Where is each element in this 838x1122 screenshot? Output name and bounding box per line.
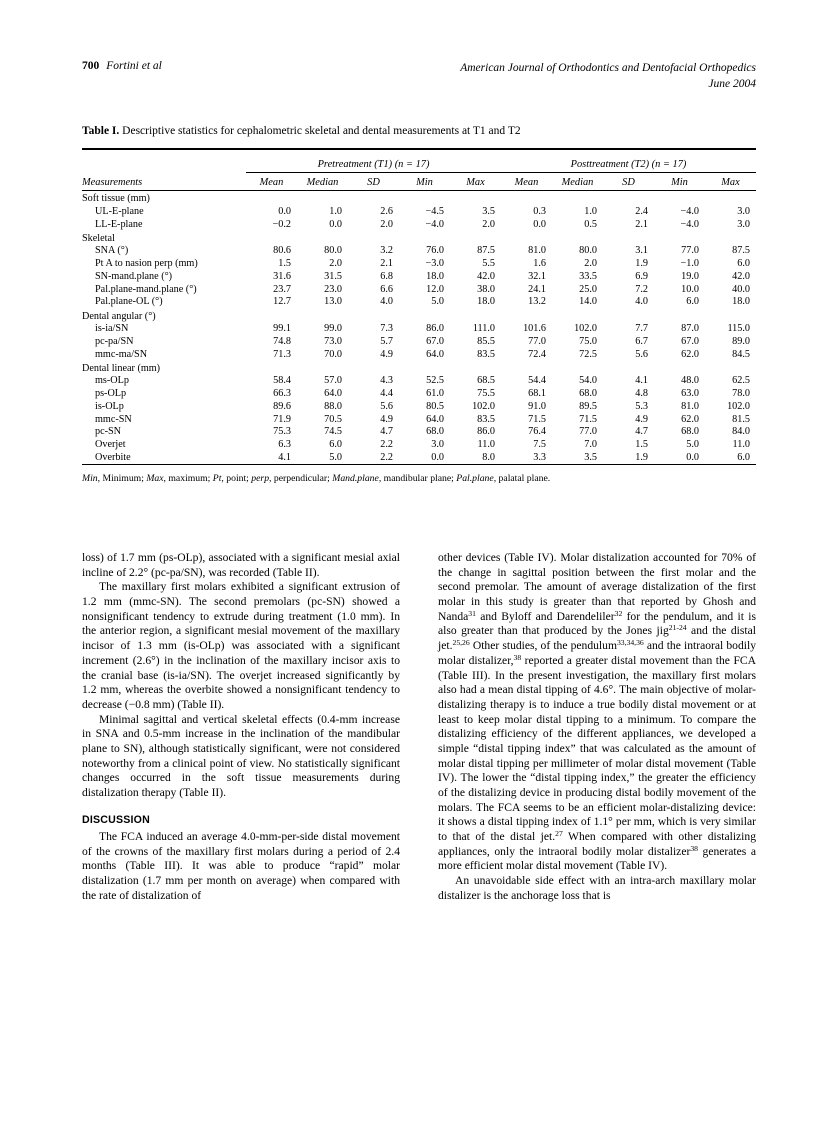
- table-cell-t2: 3.0: [737, 205, 750, 217]
- column-header-sd-t1: SD: [367, 177, 380, 188]
- table-row: [82, 348, 756, 361]
- table-cell-t1: 6.8: [380, 270, 393, 282]
- column-header-min-t2: Min: [671, 177, 688, 188]
- table-group-header-row: [82, 153, 756, 173]
- table-cell-t2: 89.5: [579, 400, 597, 412]
- footnote-text: , mandibular plane;: [378, 473, 457, 484]
- table-cell-t2: 13.2: [528, 296, 546, 308]
- table-cell-t2: 4.7: [635, 426, 648, 438]
- table-cell-t1: 2.0: [329, 258, 342, 270]
- table-row: [82, 295, 756, 308]
- body-column-left: [82, 551, 400, 904]
- table-cell-t1: 70.5: [324, 413, 342, 425]
- table-cell-t1: 83.5: [477, 348, 495, 360]
- table-caption: [82, 124, 756, 139]
- table-cell-t2: 2.4: [635, 205, 648, 217]
- table-cell-t1: 2.6: [380, 205, 393, 217]
- table-cell-t2: 71.5: [528, 413, 546, 425]
- table-cell-t2: −1.0: [680, 258, 699, 270]
- table-cell-t1: 85.5: [477, 335, 495, 347]
- table-cell-t2: 62.0: [681, 348, 699, 360]
- running-head-right: [460, 60, 756, 93]
- table-cell-t2: 0.0: [686, 451, 699, 463]
- reference-superscript: 38: [690, 843, 698, 853]
- table-row: [82, 335, 756, 348]
- table-row-label: ps-OLp: [95, 388, 127, 400]
- table-cell-t1: 74.5: [324, 426, 342, 438]
- table-cell-t2: 1.0: [584, 205, 597, 217]
- table-cell-t2: 25.0: [579, 283, 597, 295]
- table-cell-t2: 3.5: [584, 451, 597, 463]
- table-cell-t1: 86.0: [477, 426, 495, 438]
- footnote-text: , perpendicular;: [269, 473, 333, 484]
- table-cell-t2: 0.5: [584, 218, 597, 230]
- table-cell-t2: 72.4: [528, 348, 546, 360]
- table-row: [82, 245, 756, 257]
- table-cell-t1: 73.0: [324, 335, 342, 347]
- table-group-label: Dental angular (°): [82, 310, 156, 322]
- table-cell-t1: −0.2: [272, 218, 291, 230]
- table-cell-t2: 3.0: [737, 218, 750, 230]
- table-cell-t2: 2.1: [635, 218, 648, 230]
- table-cell-t2: 5.3: [635, 400, 648, 412]
- table-cell-t2: 6.0: [737, 451, 750, 463]
- running-head: [82, 60, 756, 93]
- table-cell-t2: 62.5: [732, 375, 750, 387]
- reference-superscript: 32: [614, 608, 623, 618]
- table-cell-t2: 101.6: [523, 323, 546, 335]
- table-cell-t2: 4.9: [635, 413, 648, 425]
- table-cell-t1: 4.3: [380, 375, 393, 387]
- table-row: [82, 426, 756, 439]
- table-cell-t1: 18.0: [426, 270, 444, 282]
- table-cell-t1: 4.9: [380, 348, 393, 360]
- table-cell-t2: 3.1: [635, 245, 648, 257]
- running-head-authors: Fortini et al: [106, 60, 162, 72]
- table-cell-t1: 64.0: [426, 348, 444, 360]
- table-group-row: [82, 230, 756, 244]
- table-cell-t1: 57.0: [324, 375, 342, 387]
- table-cell-t1: 68.0: [426, 426, 444, 438]
- table-row-label: SNA (°): [95, 245, 129, 257]
- table-cell-t1: 76.0: [426, 245, 444, 257]
- table-row-label: mmc-SN: [95, 413, 132, 425]
- table-cell-t2: 11.0: [732, 439, 750, 451]
- table-cell-t1: 68.5: [477, 375, 495, 387]
- table-cell-t2: 4.1: [635, 375, 648, 387]
- table-cell-t2: 48.0: [681, 375, 699, 387]
- table-cell-t1: 1.5: [278, 258, 291, 270]
- reference-superscript: 27: [555, 829, 563, 839]
- table-cell-t2: 102.0: [727, 400, 750, 412]
- table-cell-t1: 71.9: [273, 413, 291, 425]
- column-header-mean-t2: Mean: [514, 177, 539, 188]
- table-cell-t2: 18.0: [732, 296, 750, 308]
- table-cell-t1: 18.0: [477, 296, 495, 308]
- reference-superscript: 25,26: [452, 638, 470, 648]
- table-group-row: [82, 191, 756, 206]
- table-cell-t1: 4.7: [380, 426, 393, 438]
- column-header-mean-t1: Mean: [259, 177, 284, 188]
- table-cell-t2: 71.5: [579, 413, 597, 425]
- table-cell-t1: 11.0: [477, 439, 495, 451]
- table-bottom-rule: [82, 464, 756, 465]
- table-cell-t1: 6.0: [329, 439, 342, 451]
- table-cell-t1: 31.6: [273, 270, 291, 282]
- table-cell-t2: 81.0: [681, 400, 699, 412]
- table-cell-t1: 4.4: [380, 388, 393, 400]
- right-paragraph-0: other devices (Table IV). Molar distalization accounted for 70% of the change in sagittal position between the first molar and the second premolar. The amount of average distalization of the first molar in this study is greater than that reported by Ghosh and Nanda$^{31}$ and Byloff and Darendeliler$^{32}$ for the pendulum, and it is also greater than that produced by the Jones jig$^{21-24}$ and the distal jet.$^{25,26}$ Other studies, of the pendulum$^{33,34,36}$ and the intraoral bodily molar distalizer,$^{38}$ reported a greater distal movement than the FCA (Table III). In the present investigation, the maxillary first molars also had a mean distal tipping of 4.6°. The main objective of molar-distalizing therapy is to induce a true bodily distal movement or at least to keep molar distal tipping to a minimum. To compare the distalizing efficiency of the different appliances, we developed a simple “distal tipping index” that was calculated as the amount of molar distal tipping per millimeter of molar distal movement (Table IV). The lower the “distal tipping index,” the greater the efficiency of the distalizing device in producing distal bodily movement of the molars. The FCA seems to be an efficient molar-distalizing device: it shows a distal tipping index of 1.1° per mm, which is very similar to that of the distal jet.$^{27}$ When compared with other distalizing appliances, only the intraoral bodily molar distalizer$^{38}$ generates a more efficient molar distal movement (Table IV).: [438, 551, 756, 873]
- table-cell-t2: 7.7: [635, 323, 648, 335]
- table-cell-t1: −3.0: [425, 258, 444, 270]
- footnote-text: , point;: [221, 473, 252, 484]
- section-heading-discussion: DISCUSSION: [82, 813, 150, 826]
- table-cell-t1: 99.0: [324, 323, 342, 335]
- table-cell-t1: 83.5: [477, 413, 495, 425]
- table-cell-t2: 33.5: [579, 270, 597, 282]
- table-cell-t2: 80.0: [579, 245, 597, 257]
- table-cell-t1: 64.0: [324, 388, 342, 400]
- table-cell-t2: 10.0: [681, 283, 699, 295]
- table-cell-t1: 0.0: [431, 451, 444, 463]
- table-cell-t2: 24.1: [528, 283, 546, 295]
- table-cell-t2: 2.0: [584, 258, 597, 270]
- reference-superscript: 31: [468, 608, 476, 618]
- table-cell-t1: 0.0: [329, 218, 342, 230]
- table-cell-t1: 102.0: [472, 400, 495, 412]
- table-caption-text: Descriptive statistics for cephalometric skeletal and dental measurements at T1 and T2: [122, 125, 521, 137]
- table-cell-t1: 2.1: [380, 258, 393, 270]
- table-cell-t1: 7.3: [380, 323, 393, 335]
- table-row-label: Pt A to nasion perp (mm): [95, 258, 198, 270]
- left-paragraph-0: loss) of 1.7 mm (ps-OLp), associated with a significant mesial axial incline of 2.2° (pc-pa/SN), was recorded (Table II).: [82, 551, 400, 579]
- table-cell-t2: 77.0: [528, 335, 546, 347]
- table-cell-t1: 3.2: [380, 245, 393, 257]
- table-cell-t2: 5.0: [686, 439, 699, 451]
- table-row: [82, 413, 756, 426]
- group-header-spacer: [82, 153, 246, 173]
- table-cell-t1: 5.6: [380, 400, 393, 412]
- left-paragraph-2: Minimal sagittal and vertical skeletal effects (0.4-mm increase in SNA and 0.5-mm increase in the inclination of the mandibular plane to SN), although statistically significant, were not considered noteworthy from a clinical point of view. No statistically significant changes occurred in the soft tissue measurements during distalization therapy (Table II).: [82, 712, 400, 799]
- table-cell-t2: 4.8: [635, 388, 648, 400]
- table-cell-t2: 78.0: [732, 388, 750, 400]
- table-row-label: SN-mand.plane (°): [95, 270, 173, 282]
- table-cell-t2: 81.5: [732, 413, 750, 425]
- table-cell-t1: 8.0: [482, 451, 495, 463]
- table-cell-t1: 3.0: [431, 439, 444, 451]
- body-column-right: [438, 551, 756, 904]
- column-header-max-t1: Max: [466, 177, 485, 188]
- table-cell-t2: 102.0: [574, 323, 597, 335]
- column-header-measurements: Measurements: [82, 177, 143, 188]
- table-cell-t2: 19.0: [681, 270, 699, 282]
- table-cell-t1: 5.0: [431, 296, 444, 308]
- footnote-text: , palatal plane.: [493, 473, 551, 484]
- table-cell-t1: 88.0: [324, 400, 342, 412]
- table-cell-t2: 87.0: [681, 323, 699, 335]
- footnote-text: , Minimum;: [97, 473, 147, 484]
- table-row-label: ms-OLp: [95, 375, 129, 387]
- table-group-row: [82, 308, 756, 322]
- table-cell-t1: 64.0: [426, 413, 444, 425]
- table-row-label: Overjet: [95, 439, 126, 451]
- table-cell-t2: 6.0: [737, 258, 750, 270]
- column-header-max-t2: Max: [721, 177, 740, 188]
- table-cell-t2: 54.4: [528, 375, 546, 387]
- table-cell-t1: 74.8: [273, 335, 291, 347]
- table-cell-t1: 71.3: [273, 348, 291, 360]
- table-cell-t1: −4.0: [425, 218, 444, 230]
- right-paragraph-1: An unavoidable side effect with an intra-arch maxillary molar distalizer is the anchorage loss that is: [438, 874, 756, 902]
- table-cell-t2: 42.0: [732, 270, 750, 282]
- table-cell-t2: 1.5: [635, 439, 648, 451]
- table-number: Table I.: [82, 125, 120, 137]
- table-cell-t1: 70.0: [324, 348, 342, 360]
- table-cell-t2: 1.9: [635, 451, 648, 463]
- table-cell-t2: 68.0: [681, 426, 699, 438]
- table-row: [82, 400, 756, 413]
- table-cell-t2: 7.2: [635, 283, 648, 295]
- group-header-t1: Pretreatment (T1) (n = 17): [246, 153, 501, 173]
- table-cell-t1: 111.0: [472, 323, 495, 335]
- table-cell-t1: 2.0: [380, 218, 393, 230]
- table-cell-t1: 52.5: [426, 375, 444, 387]
- table-cell-t2: 1.9: [635, 258, 648, 270]
- table-cell-t1: 80.0: [324, 245, 342, 257]
- table-row-label: mmc-ma/SN: [95, 348, 148, 360]
- table-cell-t1: 6.3: [278, 439, 291, 451]
- table-row-label: UL-E-plane: [95, 205, 144, 217]
- table-row-label: Overbite: [95, 451, 131, 463]
- group-header-t2: Posttreatment (T2) (n = 17): [501, 153, 756, 173]
- table-cell-t1: 75.3: [273, 426, 291, 438]
- table-cell-t2: 77.0: [681, 245, 699, 257]
- table-cell-t1: 75.5: [477, 388, 495, 400]
- table-group-label: Soft tissue (mm): [82, 193, 150, 205]
- table-cell-t2: 14.0: [579, 296, 597, 308]
- table-cell-t1: 87.5: [477, 245, 495, 257]
- table-cell-t2: 3.3: [533, 451, 546, 463]
- column-header-median-t1: Median: [306, 177, 339, 188]
- footnote-abbrev: Max: [146, 473, 164, 484]
- table-cell-t1: 4.0: [380, 296, 393, 308]
- table-cell-t2: 4.0: [635, 296, 648, 308]
- table-cell-t1: 23.0: [324, 283, 342, 295]
- table-cell-t2: 63.0: [681, 388, 699, 400]
- table-row: [82, 257, 756, 270]
- table-cell-t1: 5.0: [329, 451, 342, 463]
- table-cell-t1: 6.6: [380, 283, 393, 295]
- table-cell-t1: 0.0: [278, 205, 291, 217]
- table-row-label: Pal.plane-mand.plane (°): [95, 283, 197, 295]
- footnote-abbrev: Pal.plane: [456, 473, 494, 484]
- table-cell-t2: 6.7: [635, 335, 648, 347]
- table-cell-t1: 13.0: [324, 296, 342, 308]
- table-row-label: pc-SN: [95, 426, 122, 438]
- table-cell-t2: 0.0: [533, 218, 546, 230]
- table-cell-t1: 89.6: [273, 400, 291, 412]
- table-cell-t2: 6.9: [635, 270, 648, 282]
- table-cell-t1: 2.2: [380, 451, 393, 463]
- table-row-label: LL-E-plane: [95, 218, 143, 230]
- left-paragraph-1: The maxillary first molars exhibited a significant extrusion of 1.2 mm (mmc-SN). The second premolars (pc-SN) showed a nonsignificant tendency to extrude during treatment (1.0 mm). In the anterior region, a significant mesial movement of the maxillary incisor of 1.3 mm (is-OLp) was associated with a significant increment (2.6°) in the inclination of the maxillary incisor axis to the cranial base (is-ia/SN). The overjet increased significantly by 1.2 mm, whereas the overbite showed a nonsignificant tendency to decrease (−0.8 mm) (Table II).: [82, 580, 400, 711]
- table-cell-t2: 6.0: [686, 296, 699, 308]
- table-group-row: [82, 360, 756, 374]
- table-row-label: pc-pa/SN: [95, 335, 134, 347]
- table-cell-t1: 5.7: [380, 335, 393, 347]
- table-cell-t1: 2.2: [380, 439, 393, 451]
- issue-date: June 2004: [708, 78, 756, 91]
- table-cell-t1: 31.5: [324, 270, 342, 282]
- table-cell-t2: 68.0: [579, 388, 597, 400]
- table-group-label: Skeletal: [82, 232, 115, 244]
- table-cell-t1: 4.9: [380, 413, 393, 425]
- reference-superscript: 21-24: [668, 623, 687, 633]
- footnote-abbrev: Mand.plane: [332, 473, 379, 484]
- table-cell-t1: 61.0: [426, 388, 444, 400]
- table-cell-t1: 99.1: [273, 323, 291, 335]
- body-columns: [82, 551, 756, 1063]
- footnote-abbrev: Min: [82, 473, 98, 484]
- table-cell-t1: 66.3: [273, 388, 291, 400]
- journal-title: American Journal of Orthodontics and Dentofacial Orthopedics: [460, 62, 756, 74]
- table-cell-t1: 4.1: [278, 451, 291, 463]
- table-cell-t2: 68.1: [528, 388, 546, 400]
- table-cell-t1: 12.0: [426, 283, 444, 295]
- footnote-abbrev: Pt: [212, 473, 222, 484]
- table-cell-t1: 58.4: [273, 375, 291, 387]
- table-row-label: is-ia/SN: [95, 323, 129, 335]
- table-cell-t2: 67.0: [681, 335, 699, 347]
- table-cell-t2: 115.0: [727, 323, 750, 335]
- table-footnote: [82, 473, 756, 486]
- table-cell-t1: 38.0: [477, 283, 495, 295]
- table-cell-t2: 84.0: [732, 426, 750, 438]
- table-cell-t1: 2.0: [482, 218, 495, 230]
- table-row: [82, 387, 756, 400]
- table-cell-t1: 1.0: [329, 205, 342, 217]
- reference-superscript: 38: [513, 652, 522, 662]
- table-cell-t2: 72.5: [579, 348, 597, 360]
- footnote-text: , maximum;: [163, 473, 213, 484]
- page-number: 700: [82, 60, 100, 72]
- left-paragraph-disc-0: The FCA induced an average 4.0-mm-per-side distal movement of the crowns of the maxillary first molars during a period of 2.4 months (Table III). It was able to produce “rapid” molar distalization (1.7 mm per month on average) when compared with the rate of distalization of: [82, 830, 400, 902]
- table-cell-t2: 7.5: [533, 439, 546, 451]
- table-cell-t1: 86.0: [426, 323, 444, 335]
- table-cell-t2: 87.5: [732, 245, 750, 257]
- table-row: [82, 375, 756, 387]
- table-cell-t2: −4.0: [680, 205, 699, 217]
- table-cell-t2: 62.0: [681, 413, 699, 425]
- table-row: [82, 205, 756, 217]
- column-header-sd-t2: SD: [622, 177, 635, 188]
- reference-superscript: 33,34,36: [616, 638, 644, 648]
- table-row: [82, 438, 756, 451]
- table-cell-t2: −4.0: [680, 218, 699, 230]
- table-cell-t2: 1.6: [533, 258, 546, 270]
- table-cell-t1: 80.5: [426, 400, 444, 412]
- table-column-header-row: [82, 173, 756, 191]
- table-cell-t2: 32.1: [528, 270, 546, 282]
- table-row-label: is-OLp: [95, 400, 124, 412]
- table-cell-t2: 89.0: [732, 335, 750, 347]
- table-cell-t2: 91.0: [528, 400, 546, 412]
- table-cell-t1: 67.0: [426, 335, 444, 347]
- table-cell-t1: 5.5: [482, 258, 495, 270]
- table-cell-t2: 75.0: [579, 335, 597, 347]
- table-cell-t2: 76.4: [528, 426, 546, 438]
- table-cell-t2: 40.0: [732, 283, 750, 295]
- table-cell-t2: 81.0: [528, 245, 546, 257]
- table-row: [82, 451, 756, 464]
- table-cell-t1: 42.0: [477, 270, 495, 282]
- table-cell-t1: 3.5: [482, 205, 495, 217]
- table-row: [82, 323, 756, 335]
- table-cell-t2: 7.0: [584, 439, 597, 451]
- table-row: [82, 270, 756, 283]
- table-row-label: Pal.plane-OL (°): [95, 296, 163, 308]
- table-cell-t2: 0.3: [533, 205, 546, 217]
- column-header-median-t2: Median: [561, 177, 594, 188]
- table-cell-t2: 54.0: [579, 375, 597, 387]
- table-cell-t1: −4.5: [425, 205, 444, 217]
- table-cell-t1: 80.6: [273, 245, 291, 257]
- running-head-left: [82, 60, 162, 72]
- table-row: [82, 218, 756, 231]
- table-cell-t2: 5.6: [635, 348, 648, 360]
- table-cell-t1: 12.7: [273, 296, 291, 308]
- table-cell-t1: 23.7: [273, 283, 291, 295]
- statistics-table: [82, 148, 756, 465]
- table-cell-t2: 77.0: [579, 426, 597, 438]
- table-row: [82, 283, 756, 296]
- column-header-min-t1: Min: [416, 177, 433, 188]
- table-group-label: Dental linear (mm): [82, 362, 161, 374]
- footnote-abbrev: perp: [251, 473, 270, 484]
- table-cell-t2: 84.5: [732, 348, 750, 360]
